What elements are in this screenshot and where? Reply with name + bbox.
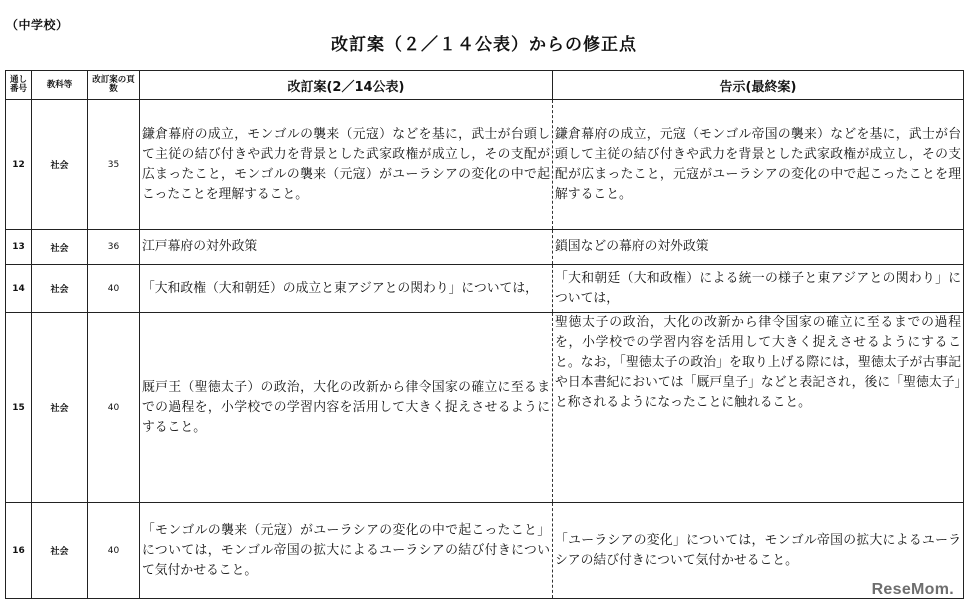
row-final-text: 鎖国などの幕府の対外政策 <box>553 230 964 265</box>
row-final-text: 聖徳太子の政治，大化の改新から律令国家の確立に至るまでの過程を，小学校での学習内容を活用して大きく捉えさせるようにすること。なお，「聖徳太子の政治」を取り上げる際には，聖徳太子が古事記や日本書紀においては「厩戸皇子」などと表記され，後に「聖徳太子」と称されるようになったことに触れること。 <box>553 313 964 503</box>
row-page: 36 <box>88 230 140 265</box>
row-final-text: 鎌倉幕府の成立，元寇（モンゴル帝国の襲来）などを基に，武士が台頭して主従の結び付きや武力を背景とした武家政権が成立し，その支配が広まったこと，元寇がユーラシアの変化の中で起こったことを理解すること。 <box>553 100 964 230</box>
table-row <box>6 313 964 503</box>
row-subject: 社会 <box>32 503 88 599</box>
row-number: 12 <box>6 100 32 230</box>
col-header-page: 改訂案の頁数 <box>88 71 140 100</box>
col-header-final: 告示(最終案) <box>553 71 964 100</box>
row-draft-text: 江戸幕府の対外政策 <box>140 230 553 265</box>
revision-table <box>5 70 964 599</box>
row-number: 15 <box>6 313 32 503</box>
row-final-text: 「大和朝廷（大和政権）による統一の様子と東アジアとの関わり」については， <box>553 265 964 313</box>
table-row <box>6 230 964 265</box>
col-header-subject: 教科等 <box>32 71 88 100</box>
row-page: 40 <box>88 265 140 313</box>
table-row <box>6 503 964 599</box>
section-label: （中学校） <box>6 18 69 32</box>
row-draft-text: 「モンゴルの襲来（元寇）がユーラシアの変化の中で起こったこと」については，モンゴル帝国の拡大によるユーラシアの結び付きについて気付かせること。 <box>140 503 553 599</box>
row-number: 13 <box>6 230 32 265</box>
watermark-logo: ReseMom. <box>871 581 954 598</box>
row-draft-text: 「大和政権（大和朝廷）の成立と東アジアとの関わり」については， <box>140 265 553 313</box>
row-final-text: 「ユーラシアの変化」については，モンゴル帝国の拡大によるユーラシアの結び付きについて気付かせること。 <box>553 503 964 599</box>
page-title: 改訂案（２／１４公表）からの修正点 <box>331 35 637 55</box>
row-number: 14 <box>6 265 32 313</box>
row-draft-text: 鎌倉幕府の成立，モンゴルの襲来（元寇）などを基に，武士が台頭して主従の結び付きや武力を背景とした武家政権が成立し，その支配が広まったこと，モンゴルの襲来（元寇）がユーラシアの変化の中で起こったことを理解すること。 <box>140 100 553 230</box>
row-page: 40 <box>88 313 140 503</box>
table-row <box>6 265 964 313</box>
row-subject: 社会 <box>32 313 88 503</box>
row-number: 16 <box>6 503 32 599</box>
col-header-serial: 通し番号 <box>6 71 32 100</box>
row-subject: 社会 <box>32 230 88 265</box>
row-page: 40 <box>88 503 140 599</box>
col-header-draft: 改訂案(2／14公表) <box>140 71 553 100</box>
row-subject: 社会 <box>32 100 88 230</box>
row-subject: 社会 <box>32 265 88 313</box>
row-draft-text: 厩戸王（聖徳太子）の政治，大化の改新から律令国家の確立に至るまでの過程を，小学校での学習内容を活用して大きく捉えさせるようにすること。 <box>140 313 553 503</box>
table-row <box>6 100 964 230</box>
header-row <box>6 71 964 100</box>
row-page: 35 <box>88 100 140 230</box>
